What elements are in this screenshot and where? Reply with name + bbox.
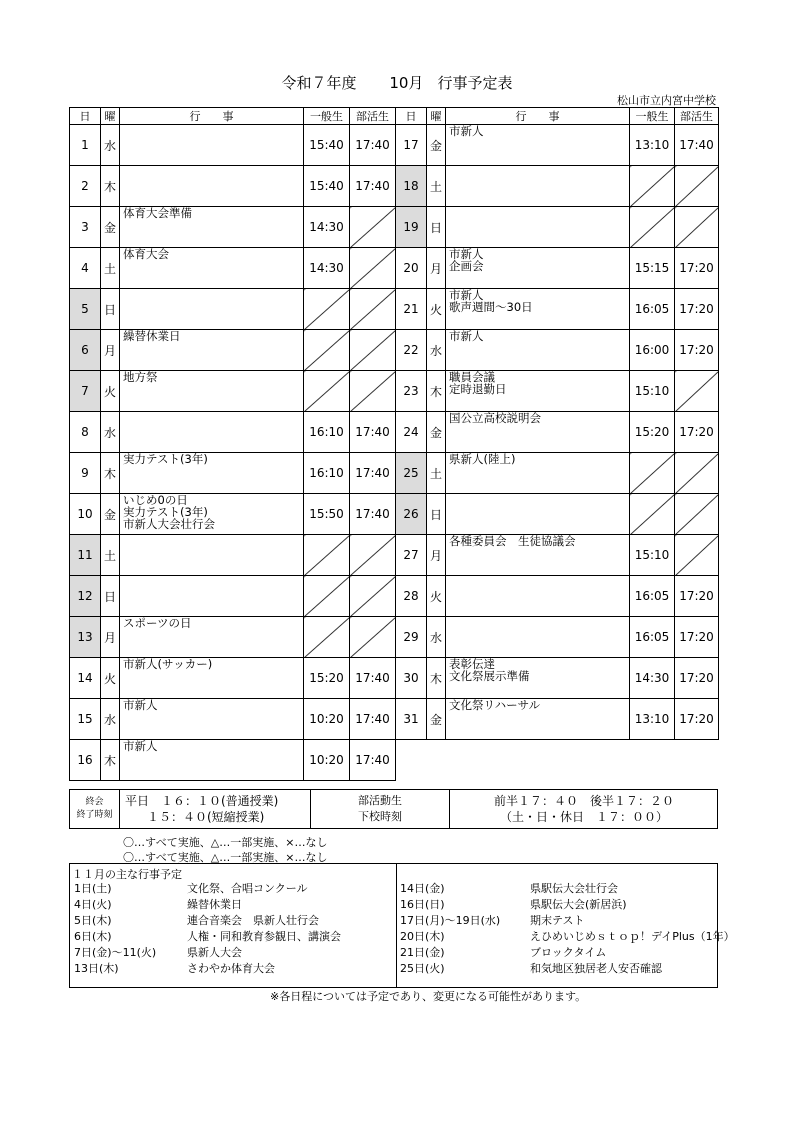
weekday-cell: 火 <box>427 576 446 617</box>
event-text: 市新人 <box>449 288 484 302</box>
november-date: 17日(月)～19日(水) <box>400 914 501 927</box>
day-cell: 31 <box>396 699 427 740</box>
table-row <box>70 494 719 535</box>
event-cell <box>120 248 304 289</box>
day-cell: 30 <box>396 658 427 699</box>
event-text: 体育大会 <box>123 247 169 261</box>
november-date: 16日(日) <box>400 898 445 911</box>
weekday-end-times: 平日 １６：１０(普通授業) １５：４０(短縮授業) <box>125 794 279 824</box>
general-time-cell: 14:30 <box>630 658 675 699</box>
event-cell <box>120 289 304 330</box>
event-cell <box>120 412 304 453</box>
november-event: さわやか体育大会 <box>187 962 275 975</box>
event-cell <box>446 330 630 371</box>
event-cell <box>446 617 630 658</box>
table-row <box>70 371 719 412</box>
event-cell <box>446 207 630 248</box>
event-text: 歌声週間～30日 <box>449 300 533 314</box>
november-event: 県駅伝大会(新居浜) <box>530 898 627 911</box>
header-weekday: 曜 <box>101 108 120 125</box>
event-cell <box>446 453 630 494</box>
november-date: 21日(金) <box>400 946 445 959</box>
table-row <box>70 412 719 453</box>
general-time-cell <box>304 617 350 658</box>
club-time-cell <box>675 535 719 576</box>
weekday-cell: 木 <box>101 166 120 207</box>
event-cell <box>120 371 304 412</box>
day-cell: 5 <box>70 289 101 330</box>
general-time-cell: 15:10 <box>630 535 675 576</box>
november-event: 和気地区独居老人安否確認 <box>530 962 662 975</box>
day-cell: 19 <box>396 207 427 248</box>
day-cell: 7 <box>70 371 101 412</box>
general-time-cell: 16:10 <box>304 412 350 453</box>
day-cell: 24 <box>396 412 427 453</box>
day-cell: 21 <box>396 289 427 330</box>
november-event: 繰替休業日 <box>187 898 242 911</box>
november-date: 13日(木) <box>74 962 119 975</box>
header-general: 一般生 <box>304 108 350 125</box>
event-cell <box>120 658 304 699</box>
weekday-cell: 土 <box>101 248 120 289</box>
club-time-cell <box>350 371 396 412</box>
day-cell: 8 <box>70 412 101 453</box>
general-time-cell <box>630 494 675 535</box>
event-cell <box>120 576 304 617</box>
weekday-cell: 日 <box>427 494 446 535</box>
empty-cell <box>396 740 427 781</box>
day-cell: 6 <box>70 330 101 371</box>
event-cell <box>120 166 304 207</box>
november-date: 7日(金)～11(火) <box>74 946 157 959</box>
event-cell <box>446 166 630 207</box>
event-text: いじめ0の日 <box>123 493 188 507</box>
club-time-cell <box>675 371 719 412</box>
club-time-cell: 17:20 <box>675 617 719 658</box>
general-time-cell: 14:30 <box>304 248 350 289</box>
event-cell <box>120 125 304 166</box>
column-divider <box>396 864 397 987</box>
general-time-cell <box>630 207 675 248</box>
november-event: 県新人大会 <box>187 946 242 959</box>
general-time-cell: 15:40 <box>304 166 350 207</box>
table-row <box>70 330 719 371</box>
weekday-cell: 土 <box>427 166 446 207</box>
day-cell: 11 <box>70 535 101 576</box>
weekday-cell: 金 <box>427 125 446 166</box>
general-time-cell: 15:15 <box>630 248 675 289</box>
event-text: 市新人 <box>449 247 484 261</box>
day-cell: 25 <box>396 453 427 494</box>
november-date: 20日(木) <box>400 930 445 943</box>
day-cell: 13 <box>70 617 101 658</box>
november-schedule <box>69 863 735 988</box>
club-time-cell <box>350 535 396 576</box>
legend: 〇…すべて実施、△…一部実施、×…なし 〇…すべて実施、△…一部実施、×…なし <box>123 836 328 864</box>
day-cell: 20 <box>396 248 427 289</box>
november-date: 6日(木) <box>74 930 112 943</box>
weekday-cell: 月 <box>427 535 446 576</box>
november-event: ブロックタイム <box>530 946 607 959</box>
weekday-cell: 金 <box>101 494 120 535</box>
november-date: 25日(火) <box>400 962 445 975</box>
event-text: 体育大会準備 <box>123 206 192 220</box>
event-text: 県新人(陸上) <box>449 452 516 466</box>
empty-cell <box>446 740 630 781</box>
club-time-cell <box>350 330 396 371</box>
event-cell <box>446 289 630 330</box>
general-time-cell: 15:20 <box>630 412 675 453</box>
event-cell <box>446 125 630 166</box>
day-cell: 18 <box>396 166 427 207</box>
event-text: 地方祭 <box>123 370 158 384</box>
club-time-cell: 17:40 <box>350 494 396 535</box>
weekday-cell: 土 <box>427 453 446 494</box>
general-time-cell: 10:20 <box>304 740 350 781</box>
club-time-cell: 17:40 <box>350 740 396 781</box>
event-cell <box>120 330 304 371</box>
day-cell: 14 <box>70 658 101 699</box>
general-time-cell <box>304 371 350 412</box>
footer-note: ※各日程については予定であり、変更になる可能性があります。 <box>270 990 587 1003</box>
day-cell: 23 <box>396 371 427 412</box>
day-cell: 22 <box>396 330 427 371</box>
club-time-cell: 17:20 <box>675 330 719 371</box>
weekday-cell: 月 <box>101 330 120 371</box>
table-row <box>70 576 719 617</box>
general-time-cell: 15:40 <box>304 125 350 166</box>
header-club: 部活生 <box>350 108 396 125</box>
day-cell: 12 <box>70 576 101 617</box>
club-time-cell <box>350 576 396 617</box>
end-time-box <box>69 789 718 829</box>
general-time-cell <box>304 330 350 371</box>
event-cell <box>120 617 304 658</box>
club-time-cell: 17:40 <box>350 412 396 453</box>
table-row <box>70 535 719 576</box>
event-cell <box>446 371 630 412</box>
event-cell <box>446 658 630 699</box>
event-text: 市新人(サッカー) <box>123 657 213 671</box>
general-time-cell <box>304 289 350 330</box>
event-text: スポーツの日 <box>123 616 192 630</box>
weekday-cell: 木 <box>427 658 446 699</box>
table-row <box>70 453 719 494</box>
general-time-cell <box>630 166 675 207</box>
event-text: 表彰伝達 <box>449 657 495 671</box>
table-row <box>70 699 719 740</box>
event-text: 企画会 <box>449 259 484 273</box>
header-event: 行 事 <box>120 108 304 125</box>
weekday-cell: 火 <box>427 289 446 330</box>
day-cell: 28 <box>396 576 427 617</box>
general-time-cell: 10:20 <box>304 699 350 740</box>
weekday-cell: 木 <box>101 453 120 494</box>
club-time-cell: 17:20 <box>675 699 719 740</box>
club-time-cell: 17:20 <box>675 658 719 699</box>
general-time-cell: 16:05 <box>630 289 675 330</box>
event-cell <box>446 494 630 535</box>
general-time-cell: 16:05 <box>630 576 675 617</box>
table-row <box>70 740 719 781</box>
club-time-cell: 17:40 <box>350 125 396 166</box>
weekday-cell: 火 <box>101 658 120 699</box>
club-time-cell: 17:40 <box>350 453 396 494</box>
november-date: 4日(火) <box>74 898 112 911</box>
general-time-cell: 13:10 <box>630 699 675 740</box>
club-time-cell <box>350 289 396 330</box>
weekday-cell: 水 <box>101 699 120 740</box>
general-time-cell: 14:30 <box>304 207 350 248</box>
event-cell <box>446 535 630 576</box>
event-text: 職員会議 <box>449 370 495 384</box>
day-cell: 10 <box>70 494 101 535</box>
club-time-cell <box>350 248 396 289</box>
weekday-cell: 金 <box>101 207 120 248</box>
header-general: 一般生 <box>630 108 675 125</box>
november-event: えひめいじめｓｔｏｐ！デイPlus（1年） <box>530 930 735 943</box>
event-text: 文化祭リハーサル <box>449 698 541 712</box>
november-event: 文化祭、合唱コンクール <box>187 882 308 895</box>
weekday-cell: 金 <box>427 412 446 453</box>
club-time-cell: 17:20 <box>675 412 719 453</box>
weekday-cell: 土 <box>101 535 120 576</box>
empty-cell <box>630 740 675 781</box>
general-time-cell: 16:05 <box>630 617 675 658</box>
event-text: 文化祭展示準備 <box>449 669 530 683</box>
club-end-times: 前半１７：４０ 後半１７：２０ （土・日・休日 １７：００） <box>493 794 674 824</box>
table-header-row <box>70 108 719 125</box>
table-row <box>70 658 719 699</box>
event-text: 市新人 <box>449 329 484 343</box>
general-time-cell <box>304 535 350 576</box>
header-event: 行 事 <box>446 108 630 125</box>
weekday-cell: 日 <box>101 289 120 330</box>
club-time-cell <box>350 207 396 248</box>
event-cell <box>446 576 630 617</box>
general-time-cell: 15:50 <box>304 494 350 535</box>
day-cell: 16 <box>70 740 101 781</box>
table-row <box>70 617 719 658</box>
november-date: 1日(土) <box>74 882 112 895</box>
november-date: 14日(金) <box>400 882 445 895</box>
club-time-cell: 17:40 <box>675 125 719 166</box>
weekday-cell: 日 <box>101 576 120 617</box>
club-label: 部活動生 下校時刻 <box>310 790 450 828</box>
november-event: 期末テスト <box>530 914 585 927</box>
event-text: 繰替休業日 <box>123 329 181 343</box>
table-row <box>70 248 719 289</box>
table-row <box>70 125 719 166</box>
weekday-cell: 水 <box>101 125 120 166</box>
general-time-cell: 13:10 <box>630 125 675 166</box>
general-time-cell <box>630 453 675 494</box>
day-cell: 15 <box>70 699 101 740</box>
club-time-cell: 17:20 <box>675 289 719 330</box>
event-text: 定時退勤日 <box>449 382 507 396</box>
header-weekday: 曜 <box>427 108 446 125</box>
table-row <box>70 166 719 207</box>
event-cell <box>120 453 304 494</box>
club-time-cell: 17:40 <box>350 166 396 207</box>
end-time-label: 終会 終了時刻 <box>70 790 120 828</box>
november-event: 連合音楽会 県新人壮行会 <box>187 914 319 927</box>
school-name: 松山市立内宮中学校 <box>617 94 716 107</box>
november-event: 県駅伝大会壮行会 <box>530 882 618 895</box>
event-cell <box>446 248 630 289</box>
club-time-cell <box>675 494 719 535</box>
general-time-cell: 15:20 <box>304 658 350 699</box>
november-title: １１月の主な行事予定 <box>72 868 182 881</box>
weekday-cell: 木 <box>427 371 446 412</box>
club-time-cell <box>350 617 396 658</box>
day-cell: 4 <box>70 248 101 289</box>
event-text: 実力テスト(3年) <box>123 505 208 519</box>
event-cell <box>120 207 304 248</box>
day-cell: 2 <box>70 166 101 207</box>
table-row <box>70 207 719 248</box>
club-time-cell <box>675 453 719 494</box>
empty-cell <box>675 740 719 781</box>
page-title: 令和７年度 10月 行事予定表 <box>281 74 513 92</box>
header-day: 日 <box>70 108 101 125</box>
event-cell <box>446 699 630 740</box>
event-cell <box>120 699 304 740</box>
club-time-cell <box>675 207 719 248</box>
day-cell: 29 <box>396 617 427 658</box>
weekday-cell: 日 <box>427 207 446 248</box>
event-cell <box>120 535 304 576</box>
general-time-cell: 15:10 <box>630 371 675 412</box>
november-event: 人権・同和教育参観日、講演会 <box>187 930 341 943</box>
weekday-cell: 水 <box>427 617 446 658</box>
day-cell: 9 <box>70 453 101 494</box>
club-time-cell: 17:20 <box>675 248 719 289</box>
club-time-cell: 17:40 <box>350 658 396 699</box>
event-text: 実力テスト(3年) <box>123 452 208 466</box>
club-time-cell: 17:40 <box>350 699 396 740</box>
day-cell: 27 <box>396 535 427 576</box>
weekday-cell: 水 <box>427 330 446 371</box>
general-time-cell: 16:10 <box>304 453 350 494</box>
day-cell: 3 <box>70 207 101 248</box>
weekday-cell: 水 <box>101 412 120 453</box>
event-text: 国公立高校説明会 <box>449 411 541 425</box>
weekday-cell: 木 <box>101 740 120 781</box>
club-time-cell: 17:20 <box>675 576 719 617</box>
header-day: 日 <box>396 108 427 125</box>
event-cell <box>120 740 304 781</box>
weekday-cell: 月 <box>101 617 120 658</box>
table-row <box>70 289 719 330</box>
schedule-table <box>69 107 719 781</box>
weekday-cell: 火 <box>101 371 120 412</box>
weekday-cell: 月 <box>427 248 446 289</box>
day-cell: 17 <box>396 125 427 166</box>
club-time-cell <box>675 166 719 207</box>
event-cell <box>120 494 304 535</box>
day-cell: 26 <box>396 494 427 535</box>
event-text: 市新人 <box>449 124 484 138</box>
event-text: 市新人 <box>123 698 158 712</box>
empty-cell <box>427 740 446 781</box>
event-text: 各種委員会 生徒協議会 <box>449 534 576 548</box>
november-date: 5日(木) <box>74 914 112 927</box>
event-text: 市新人大会壮行会 <box>123 517 215 531</box>
general-time-cell <box>304 576 350 617</box>
day-cell: 1 <box>70 125 101 166</box>
weekday-cell: 金 <box>427 699 446 740</box>
event-text: 市新人 <box>123 739 158 753</box>
general-time-cell: 16:00 <box>630 330 675 371</box>
header-club: 部活生 <box>675 108 719 125</box>
event-cell <box>446 412 630 453</box>
